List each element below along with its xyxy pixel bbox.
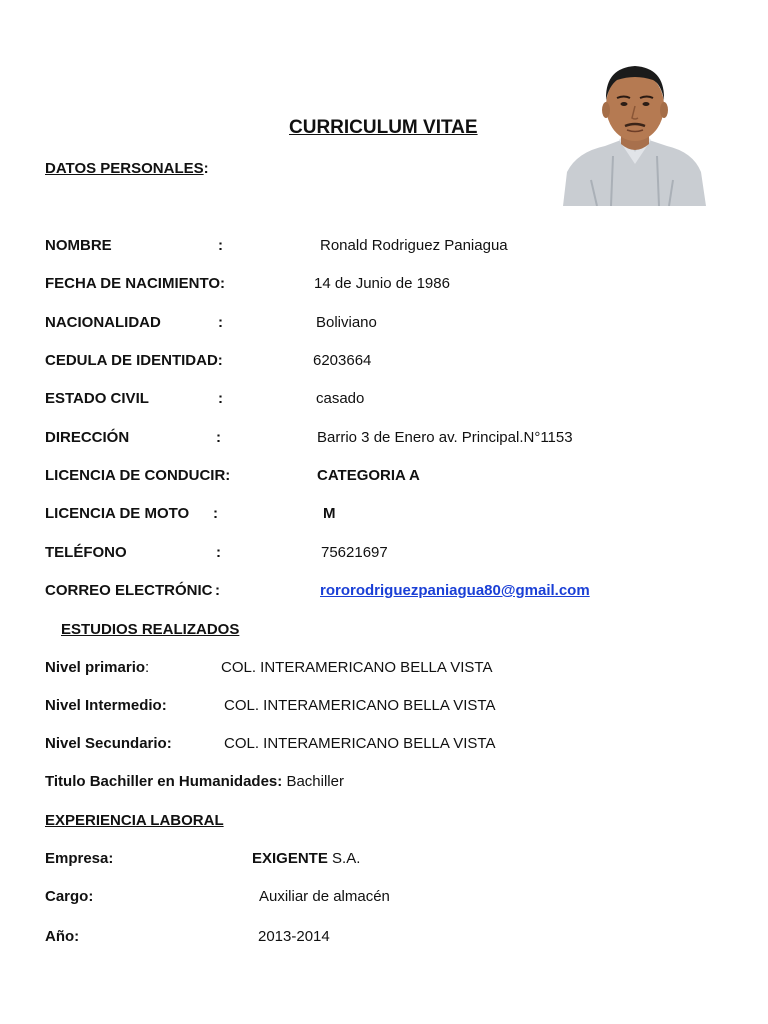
personal-data-header-colon: : — [203, 160, 209, 177]
birth-value: 14 de Junio de 1986 — [314, 275, 450, 292]
studies-header: ESTUDIOS REALIZADOS — [61, 621, 240, 638]
moto-license-colon: : — [213, 505, 218, 522]
degree-row — [45, 773, 344, 791]
secondary-level-label: Nivel Secundario: — [45, 735, 172, 752]
email-label: CORREO ELECTRÓNIC — [45, 582, 213, 599]
nationality-value: Boliviano — [316, 314, 377, 331]
profile-photo — [563, 60, 706, 206]
email-link[interactable]: rororodriguezpaniagua80@gmail.com — [320, 582, 590, 599]
intermediate-level-label: Nivel Intermedio: — [45, 697, 167, 714]
nationality-colon: : — [218, 314, 223, 331]
phone-colon: : — [216, 544, 221, 561]
page-title: CURRICULUM VITAE — [289, 117, 478, 138]
intermediate-level-value: COL. INTERAMERICANO BELLA VISTA — [224, 697, 496, 714]
degree-label: Titulo Bachiller en Humanidades: — [45, 773, 283, 790]
name-value: Ronald Rodriguez Paniagua — [320, 237, 508, 254]
year-value: 2013-2014 — [258, 928, 330, 945]
company-value — [252, 850, 360, 868]
id-value: 6203664 — [313, 352, 372, 369]
company-label: Empresa: — [45, 850, 114, 867]
phone-label: TELÉFONO — [45, 544, 127, 561]
moto-license-value: M — [323, 505, 336, 522]
civil-status-label: ESTADO CIVIL — [45, 390, 149, 407]
personal-data-header-text: DATOS PERSONALES — [45, 160, 204, 177]
role-value: Auxiliar de almacén — [259, 888, 390, 905]
primary-level-row — [45, 659, 149, 677]
phone-value: 75621697 — [321, 544, 388, 561]
experience-header: EXPERIENCIA LABORAL — [45, 812, 224, 829]
secondary-level-value: COL. INTERAMERICANO BELLA VISTA — [224, 735, 496, 752]
name-label: NOMBRE — [45, 237, 112, 254]
moto-license-label: LICENCIA DE MOTO — [45, 505, 190, 522]
personal-data-header — [45, 160, 209, 178]
address-value: Barrio 3 de Enero av. Principal.N°1153 — [317, 429, 573, 446]
address-colon: : — [216, 429, 221, 446]
address-label: DIRECCIÓN — [45, 429, 130, 446]
driver-license-value: CATEGORIA A — [317, 467, 420, 484]
driver-license-label: LICENCIA DE CONDUCIR: — [45, 467, 231, 484]
civil-status-colon: : — [218, 390, 223, 407]
id-label: CEDULA DE IDENTIDAD: — [45, 352, 223, 369]
name-colon: : — [218, 237, 223, 254]
civil-status-value: casado — [316, 390, 365, 407]
company-name: EXIGENTE — [252, 850, 328, 867]
birth-label: FECHA DE NACIMIENTO: — [45, 275, 225, 292]
company-suffix: S.A. — [332, 850, 361, 867]
primary-level-value: COL. INTERAMERICANO BELLA VISTA — [221, 659, 493, 676]
email-colon: : — [215, 582, 220, 599]
year-label: Año: — [45, 928, 80, 945]
role-label: Cargo: — [45, 888, 94, 905]
primary-level-colon: : — [145, 659, 150, 676]
degree-value: Bachiller — [286, 773, 344, 790]
nationality-label: NACIONALIDAD — [45, 314, 161, 331]
primary-level-label: Nivel primario — [45, 659, 146, 676]
